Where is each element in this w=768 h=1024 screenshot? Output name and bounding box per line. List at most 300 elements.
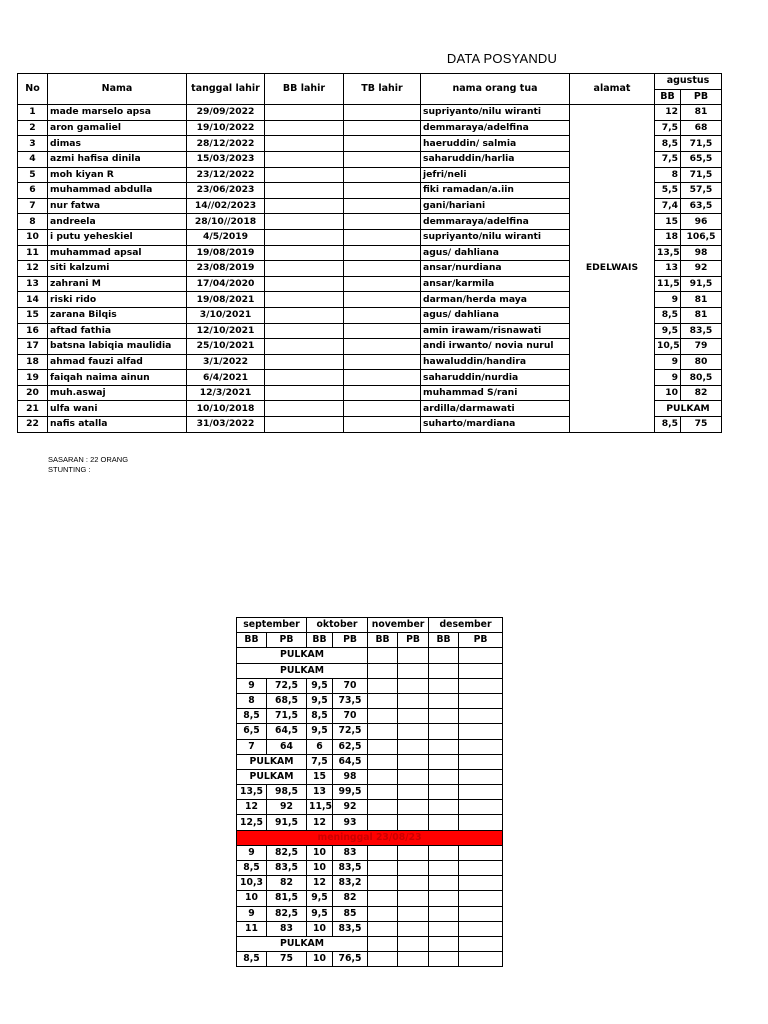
- cell-oktober-pb: 64,5: [333, 754, 368, 769]
- cell-september-pb: 71,5: [267, 709, 307, 724]
- cell-oktober-pb: 83: [333, 845, 368, 860]
- header-tb-lahir: TB lahir: [344, 74, 421, 105]
- cell-nama-orang-tua: demmaraya/adelfina: [421, 214, 570, 230]
- cell-tanggal-lahir: 12/3/2021: [187, 385, 265, 401]
- header-month-november: november: [368, 618, 429, 633]
- cell-agustus-bb: 18: [655, 229, 681, 245]
- cell-empty: [398, 845, 429, 860]
- cell-september-pb: 92: [267, 800, 307, 815]
- cell-empty: [429, 693, 459, 708]
- table-row: [237, 739, 503, 754]
- cell-empty: [459, 815, 503, 830]
- table-row: [237, 724, 503, 739]
- header-bb: BB: [237, 633, 267, 648]
- cell-empty: [398, 739, 429, 754]
- cell-empty: [398, 815, 429, 830]
- note-sasaran: SASARAN : 22 ORANG: [48, 455, 129, 464]
- cell-empty: [459, 785, 503, 800]
- cell-empty: [429, 785, 459, 800]
- cell-tb-lahir: [344, 370, 421, 386]
- cell-nama-orang-tua: andi irwanto/ novia nurul: [421, 339, 570, 355]
- cell-empty: [429, 709, 459, 724]
- cell-tanggal-lahir: 25/10/2021: [187, 339, 265, 355]
- cell-oktober-pb: 83,5: [333, 861, 368, 876]
- cell-september-pb: 81,5: [267, 891, 307, 906]
- cell-bb-lahir: [265, 417, 344, 433]
- cell-empty: [398, 648, 429, 663]
- cell-empty: [368, 861, 398, 876]
- cell-oktober-bb: 9,5: [307, 724, 333, 739]
- cell-tanggal-lahir: 19/08/2019: [187, 245, 265, 261]
- cell-september-bb: 11: [237, 921, 267, 936]
- header-bb: BB: [368, 633, 398, 648]
- cell-tb-lahir: [344, 339, 421, 355]
- cell-empty: [368, 921, 398, 936]
- cell-agustus-bb: 9: [655, 354, 681, 370]
- cell-september-pb: 83: [267, 921, 307, 936]
- cell-empty: [429, 861, 459, 876]
- table-row: [237, 861, 503, 876]
- cell-empty: [398, 663, 429, 678]
- table-row: [237, 906, 503, 921]
- cell-deceased-note: meninggal 23/08/23: [237, 830, 503, 845]
- cell-nama: batsna labiqia maulidia: [48, 339, 187, 355]
- header-bb: BB: [429, 633, 459, 648]
- cell-nama: muhammad apsal: [48, 245, 187, 261]
- header-month-september: september: [237, 618, 307, 633]
- cell-no: 3: [18, 136, 48, 152]
- cell-empty: [459, 952, 503, 967]
- cell-tb-lahir: [344, 214, 421, 230]
- cell-nama-orang-tua: fiki ramadan/a.iin: [421, 183, 570, 199]
- cell-nama-orang-tua: saharuddin/harlia: [421, 151, 570, 167]
- cell-oktober-bb: 12: [307, 815, 333, 830]
- cell-bb-lahir: [265, 151, 344, 167]
- cell-nama: dimas: [48, 136, 187, 152]
- cell-september-bb: 8,5: [237, 861, 267, 876]
- cell-nama-orang-tua: ansar/nurdiana: [421, 261, 570, 277]
- cell-empty: [429, 663, 459, 678]
- cell-september-bb: 9: [237, 906, 267, 921]
- cell-tb-lahir: [344, 276, 421, 292]
- notes: [48, 455, 128, 475]
- cell-september-pb: 72,5: [267, 678, 307, 693]
- header-alamat: alamat: [570, 74, 655, 105]
- cell-tb-lahir: [344, 120, 421, 136]
- cell-nama-orang-tua: demmaraya/adelfina: [421, 120, 570, 136]
- cell-nama-orang-tua: agus/ dahliana: [421, 307, 570, 323]
- table-row: [237, 678, 503, 693]
- cell-agustus-pb: 71,5: [681, 167, 722, 183]
- cell-september-bb: 8,5: [237, 709, 267, 724]
- cell-empty: [459, 906, 503, 921]
- table-row: [237, 891, 503, 906]
- cell-empty: [398, 936, 429, 951]
- table-row: [237, 800, 503, 815]
- cell-agustus-status: PULKAM: [655, 401, 722, 417]
- cell-agustus-pb: 81: [681, 307, 722, 323]
- cell-nama: riski rido: [48, 292, 187, 308]
- cell-nama-orang-tua: darman/herda maya: [421, 292, 570, 308]
- cell-no: 7: [18, 198, 48, 214]
- cell-oktober-pb: 83,5: [333, 921, 368, 936]
- cell-empty: [459, 663, 503, 678]
- cell-empty: [368, 952, 398, 967]
- cell-oktober-bb: 15: [307, 769, 333, 784]
- cell-nama: faiqah naima ainun: [48, 370, 187, 386]
- cell-bb-lahir: [265, 214, 344, 230]
- cell-no: 10: [18, 229, 48, 245]
- cell-agustus-bb: 10,5: [655, 339, 681, 355]
- cell-oktober-pb: 82: [333, 891, 368, 906]
- cell-tb-lahir: [344, 229, 421, 245]
- note-stunting: STUNTING :: [48, 465, 91, 474]
- cell-agustus-pb: 80: [681, 354, 722, 370]
- cell-empty: [368, 724, 398, 739]
- cell-september-pb: 98,5: [267, 785, 307, 800]
- cell-nama-orang-tua: haeruddin/ salmia: [421, 136, 570, 152]
- cell-tb-lahir: [344, 105, 421, 121]
- cell-no: 1: [18, 105, 48, 121]
- cell-tb-lahir: [344, 323, 421, 339]
- cell-september-bb: 12: [237, 800, 267, 815]
- table-row: [237, 815, 503, 830]
- cell-september-status: PULKAM: [237, 769, 307, 784]
- cell-empty: [398, 906, 429, 921]
- cell-bb-lahir: [265, 167, 344, 183]
- cell-bb-lahir: [265, 136, 344, 152]
- cell-agustus-pb: 81: [681, 292, 722, 308]
- cell-empty: [429, 921, 459, 936]
- cell-empty: [368, 739, 398, 754]
- cell-tb-lahir: [344, 354, 421, 370]
- cell-empty: [429, 906, 459, 921]
- cell-tanggal-lahir: 31/03/2022: [187, 417, 265, 433]
- cell-empty: [398, 891, 429, 906]
- cell-bb-lahir: [265, 370, 344, 386]
- cell-september-bb: 6,5: [237, 724, 267, 739]
- cell-tanggal-lahir: 10/10/2018: [187, 401, 265, 417]
- cell-nama-orang-tua: saharuddin/nurdia: [421, 370, 570, 386]
- table-row: [237, 830, 503, 845]
- cell-september-pb: 82,5: [267, 845, 307, 860]
- cell-agustus-pb: 65,5: [681, 151, 722, 167]
- header-pb: PB: [681, 89, 722, 105]
- cell-empty: [429, 876, 459, 891]
- cell-bb-lahir: [265, 307, 344, 323]
- cell-empty: [429, 648, 459, 663]
- cell-oktober-bb: 9,5: [307, 678, 333, 693]
- cell-empty: [398, 724, 429, 739]
- cell-tanggal-lahir: 23/06/2023: [187, 183, 265, 199]
- cell-tb-lahir: [344, 198, 421, 214]
- header-pb: PB: [459, 633, 503, 648]
- posyandu-table: [17, 73, 722, 433]
- cell-tanggal-lahir: 14//02/2023: [187, 198, 265, 214]
- cell-empty: [368, 785, 398, 800]
- cell-tb-lahir: [344, 151, 421, 167]
- cell-bb-lahir: [265, 339, 344, 355]
- cell-agustus-bb: 13,5: [655, 245, 681, 261]
- cell-empty: [398, 800, 429, 815]
- cell-nama: aftad fathia: [48, 323, 187, 339]
- cell-agustus-bb: 8: [655, 167, 681, 183]
- cell-empty: [398, 754, 429, 769]
- cell-agustus-bb: 7,5: [655, 120, 681, 136]
- cell-tb-lahir: [344, 245, 421, 261]
- cell-september-bb: 13,5: [237, 785, 267, 800]
- table-row: [237, 876, 503, 891]
- cell-agustus-bb: 9,5: [655, 323, 681, 339]
- cell-empty: [398, 709, 429, 724]
- cell-september-bb: 8: [237, 693, 267, 708]
- cell-agustus-pb: 96: [681, 214, 722, 230]
- header-no: No: [18, 74, 48, 105]
- cell-empty: [429, 936, 459, 951]
- cell-empty: [429, 800, 459, 815]
- cell-empty: [368, 663, 398, 678]
- header-pb: PB: [333, 633, 368, 648]
- cell-no: 21: [18, 401, 48, 417]
- cell-nama: muhammad abdulla: [48, 183, 187, 199]
- cell-agustus-pb: 79: [681, 339, 722, 355]
- cell-empty: [429, 952, 459, 967]
- table-row: [237, 952, 503, 967]
- header-bb: BB: [655, 89, 681, 105]
- cell-no: 20: [18, 385, 48, 401]
- cell-nama: muh.aswaj: [48, 385, 187, 401]
- cell-tanggal-lahir: 17/04/2020: [187, 276, 265, 292]
- cell-nama: ahmad fauzi alfad: [48, 354, 187, 370]
- cell-oktober-pb: 62,5: [333, 739, 368, 754]
- cell-empty: [459, 739, 503, 754]
- cell-september-pb: 91,5: [267, 815, 307, 830]
- cell-empty: [398, 952, 429, 967]
- cell-no: 2: [18, 120, 48, 136]
- cell-oktober-pb: 85: [333, 906, 368, 921]
- cell-no: 17: [18, 339, 48, 355]
- cell-nama: zahrani M: [48, 276, 187, 292]
- cell-agustus-pb: 71,5: [681, 136, 722, 152]
- cell-status: PULKAM: [237, 663, 368, 678]
- cell-agustus-pb: 98: [681, 245, 722, 261]
- cell-oktober-bb: 9,5: [307, 891, 333, 906]
- cell-bb-lahir: [265, 292, 344, 308]
- cell-empty: [429, 815, 459, 830]
- cell-no: 22: [18, 417, 48, 433]
- cell-tb-lahir: [344, 401, 421, 417]
- cell-agustus-bb: 10: [655, 385, 681, 401]
- cell-september-bb: 10: [237, 891, 267, 906]
- cell-tanggal-lahir: 3/1/2022: [187, 354, 265, 370]
- cell-september-pb: 75: [267, 952, 307, 967]
- cell-nama: aron gamaliel: [48, 120, 187, 136]
- cell-agustus-pb: 63,5: [681, 198, 722, 214]
- cell-agustus-pb: 68: [681, 120, 722, 136]
- cell-empty: [398, 678, 429, 693]
- cell-empty: [429, 845, 459, 860]
- cell-oktober-bb: 6: [307, 739, 333, 754]
- cell-empty: [398, 769, 429, 784]
- cell-nama-orang-tua: supriyanto/nilu wiranti: [421, 105, 570, 121]
- table-row: [237, 693, 503, 708]
- cell-bb-lahir: [265, 229, 344, 245]
- cell-oktober-bb: 9,5: [307, 693, 333, 708]
- cell-status: PULKAM: [237, 648, 368, 663]
- cell-nama-orang-tua: gani/hariani: [421, 198, 570, 214]
- cell-bb-lahir: [265, 323, 344, 339]
- cell-empty: [398, 876, 429, 891]
- cell-bb-lahir: [265, 276, 344, 292]
- cell-tanggal-lahir: 19/08/2021: [187, 292, 265, 308]
- page-title: DATA POSYANDU: [446, 51, 558, 66]
- cell-agustus-bb: 5,5: [655, 183, 681, 199]
- cell-empty: [429, 678, 459, 693]
- cell-oktober-bb: 8,5: [307, 709, 333, 724]
- cell-no: 13: [18, 276, 48, 292]
- table-row: [237, 921, 503, 936]
- cell-tanggal-lahir: 12/10/2021: [187, 323, 265, 339]
- cell-agustus-bb: 7,5: [655, 151, 681, 167]
- cell-no: 18: [18, 354, 48, 370]
- cell-empty: [368, 876, 398, 891]
- cell-oktober-bb: 12: [307, 876, 333, 891]
- cell-nama: siti kalzumi: [48, 261, 187, 277]
- cell-tanggal-lahir: 3/10/2021: [187, 307, 265, 323]
- cell-oktober-pb: 99,5: [333, 785, 368, 800]
- cell-oktober-pb: 70: [333, 678, 368, 693]
- cell-agustus-bb: 15: [655, 214, 681, 230]
- cell-empty: [368, 936, 398, 951]
- cell-agustus-bb: 8,5: [655, 307, 681, 323]
- table-row: [237, 769, 503, 784]
- cell-oktober-pb: 70: [333, 709, 368, 724]
- cell-empty: [368, 891, 398, 906]
- cell-agustus-bb: 13: [655, 261, 681, 277]
- cell-agustus-bb: 8,5: [655, 417, 681, 433]
- cell-oktober-bb: 13: [307, 785, 333, 800]
- cell-agustus-pb: 91,5: [681, 276, 722, 292]
- cell-tb-lahir: [344, 167, 421, 183]
- cell-september-bb: 9: [237, 845, 267, 860]
- cell-agustus-bb: 12: [655, 105, 681, 121]
- cell-empty: [459, 648, 503, 663]
- cell-bb-lahir: [265, 183, 344, 199]
- cell-empty: [368, 906, 398, 921]
- cell-tb-lahir: [344, 385, 421, 401]
- cell-agustus-bb: 7,4: [655, 198, 681, 214]
- header-tanggal-lahir: tanggal lahir: [187, 74, 265, 105]
- monthly-table: [236, 617, 503, 967]
- cell-empty: [429, 769, 459, 784]
- cell-no: 5: [18, 167, 48, 183]
- cell-september-pb: 68,5: [267, 693, 307, 708]
- cell-no: 12: [18, 261, 48, 277]
- header-nama-orang-tua: nama orang tua: [421, 74, 570, 105]
- cell-nama-orang-tua: suharto/mardiana: [421, 417, 570, 433]
- cell-empty: [368, 678, 398, 693]
- cell-nama: nur fatwa: [48, 198, 187, 214]
- cell-bb-lahir: [265, 120, 344, 136]
- cell-empty: [429, 724, 459, 739]
- cell-agustus-pb: 80,5: [681, 370, 722, 386]
- cell-agustus-bb: 9: [655, 370, 681, 386]
- cell-empty: [368, 769, 398, 784]
- cell-september-bb: 12,5: [237, 815, 267, 830]
- cell-tanggal-lahir: 29/09/2022: [187, 105, 265, 121]
- cell-tb-lahir: [344, 261, 421, 277]
- cell-oktober-pb: 76,5: [333, 952, 368, 967]
- cell-tanggal-lahir: 6/4/2021: [187, 370, 265, 386]
- cell-agustus-pb: 106,5: [681, 229, 722, 245]
- cell-tanggal-lahir: 4/5/2019: [187, 229, 265, 245]
- cell-oktober-pb: 98: [333, 769, 368, 784]
- cell-september-pb: 83,5: [267, 861, 307, 876]
- cell-oktober-bb: 10: [307, 845, 333, 860]
- cell-agustus-pb: 82: [681, 385, 722, 401]
- cell-no: 6: [18, 183, 48, 199]
- cell-nama-orang-tua: ardilla/darmawati: [421, 401, 570, 417]
- header-month-oktober: oktober: [307, 618, 368, 633]
- cell-oktober-bb: 11,5: [307, 800, 333, 815]
- cell-agustus-pb: 92: [681, 261, 722, 277]
- cell-bb-lahir: [265, 354, 344, 370]
- cell-bb-lahir: [265, 245, 344, 261]
- table-row: [237, 754, 503, 769]
- cell-september-bb: 9: [237, 678, 267, 693]
- cell-tb-lahir: [344, 292, 421, 308]
- cell-oktober-pb: 92: [333, 800, 368, 815]
- cell-empty: [398, 693, 429, 708]
- cell-empty: [398, 921, 429, 936]
- cell-nama-orang-tua: agus/ dahliana: [421, 245, 570, 261]
- cell-oktober-bb: 10: [307, 921, 333, 936]
- cell-tanggal-lahir: 19/10/2022: [187, 120, 265, 136]
- cell-agustus-pb: 75: [681, 417, 722, 433]
- cell-tb-lahir: [344, 136, 421, 152]
- table-row: [237, 663, 503, 678]
- cell-empty: [398, 861, 429, 876]
- cell-no: 16: [18, 323, 48, 339]
- cell-tanggal-lahir: 28/12/2022: [187, 136, 265, 152]
- cell-nama-orang-tua: amin irawam/risnawati: [421, 323, 570, 339]
- cell-empty: [368, 845, 398, 860]
- cell-september-bb: 7: [237, 739, 267, 754]
- cell-nama: nafis atalla: [48, 417, 187, 433]
- cell-empty: [429, 891, 459, 906]
- cell-tanggal-lahir: 23/12/2022: [187, 167, 265, 183]
- cell-agustus-pb: 81: [681, 105, 722, 121]
- cell-tb-lahir: [344, 307, 421, 323]
- cell-bb-lahir: [265, 385, 344, 401]
- cell-nama: azmi hafisa dinila: [48, 151, 187, 167]
- cell-oktober-bb: 9,5: [307, 906, 333, 921]
- cell-alamat: EDELWAIS: [570, 105, 655, 432]
- cell-empty: [459, 693, 503, 708]
- cell-nama-orang-tua: supriyanto/nilu wiranti: [421, 229, 570, 245]
- cell-september-pb: 82: [267, 876, 307, 891]
- cell-empty: [459, 845, 503, 860]
- cell-nama-orang-tua: muhammad S/rani: [421, 385, 570, 401]
- cell-tanggal-lahir: 28/10//2018: [187, 214, 265, 230]
- cell-agustus-pb: 57,5: [681, 183, 722, 199]
- cell-agustus-bb: 8,5: [655, 136, 681, 152]
- cell-bb-lahir: [265, 401, 344, 417]
- cell-empty: [459, 891, 503, 906]
- cell-empty: [368, 648, 398, 663]
- cell-oktober-bb: 7,5: [307, 754, 333, 769]
- cell-nama-orang-tua: hawaluddin/handira: [421, 354, 570, 370]
